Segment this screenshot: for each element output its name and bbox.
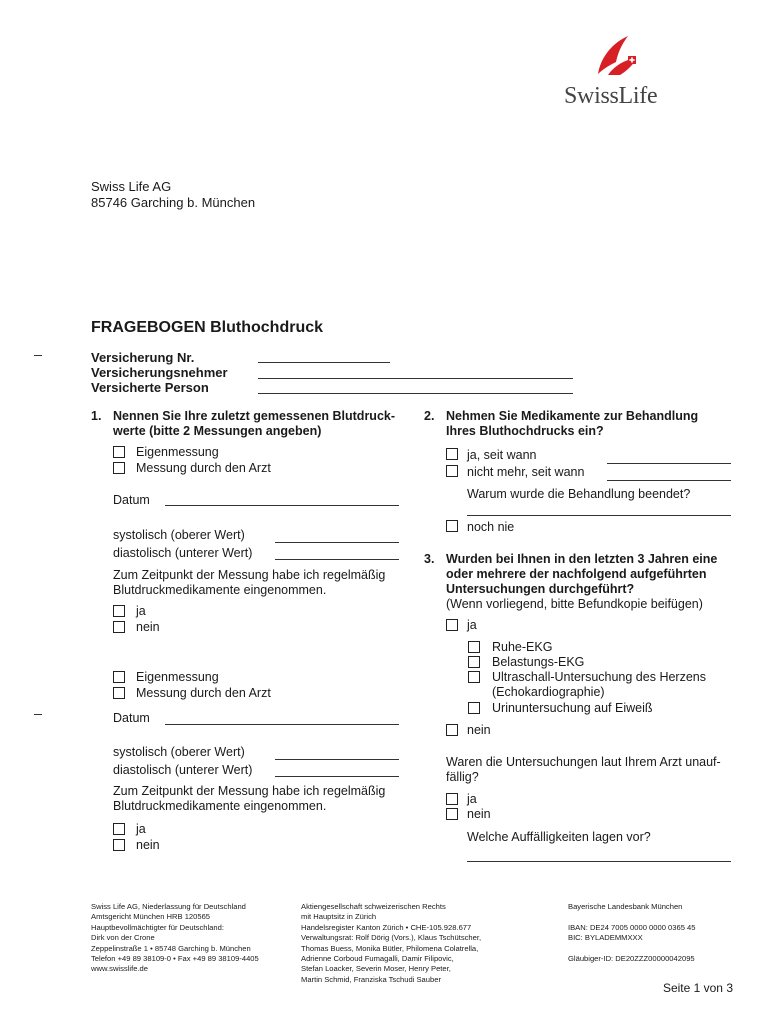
- policyholder-label: Versicherungsnehmer: [91, 365, 228, 380]
- q2-number: 2.: [424, 409, 435, 423]
- address-line-2: 85746 Garching b. München: [91, 195, 256, 210]
- m2-med-no-checkbox[interactable]: [113, 839, 125, 851]
- q2-never-label: noch nie: [467, 520, 515, 534]
- q3-fu-yes-checkbox[interactable]: [446, 793, 458, 805]
- q3-fu-no-checkbox[interactable]: [446, 808, 458, 820]
- footer-line: Swiss Life AG, Niederlassung für Deutschland: [91, 902, 246, 911]
- m1-doctor-checkbox[interactable]: [113, 462, 125, 474]
- q3-yes-label: ja: [467, 618, 477, 632]
- q3-text-line-2: oder mehrere der nachfolgend aufgeführten: [446, 567, 707, 581]
- m2-med-no-label: nein: [136, 838, 160, 852]
- exam-echo-checkbox[interactable]: [468, 671, 480, 683]
- q2-yes-since-field[interactable]: [607, 463, 731, 464]
- m2-date-field[interactable]: [165, 724, 399, 725]
- insured-person-label: Versicherte Person: [91, 380, 209, 395]
- footer-line: Amtsgericht München HRB 120565: [91, 912, 211, 922]
- footer-creditor-id: Gläubiger-ID: DE20ZZZ00000042095: [568, 954, 695, 963]
- q2-no-longer-label: nicht mehr, seit wann: [467, 465, 585, 479]
- exam-echo-label-cont: (Echokardiographie): [492, 685, 605, 699]
- footer-line: Aktiengesellschaft schweizerischen Rechts: [301, 902, 446, 911]
- m2-diastolic-field[interactable]: [275, 776, 399, 777]
- footer-bank-name: Bayerische Landesbank München: [568, 902, 683, 911]
- q3-text-line-1: Wurden bei Ihnen in den letzten 3 Jahren eine: [446, 552, 718, 566]
- exam-rest-ecg-checkbox[interactable]: [468, 641, 480, 653]
- q3-abnormal-field[interactable]: [467, 861, 731, 862]
- m2-med-question-line-2: Blutdruckmedikamente eingenommen.: [113, 799, 327, 813]
- footer-line: Handelsregister Kanton Zürich • CHE-105.928.677: [301, 922, 472, 932]
- q3-abnormal-label: Welche Auffälligkeiten lagen vor?: [467, 830, 651, 844]
- footer-line: Adrienne Corboud Fumagalli, Damir Filipovic,: [301, 954, 454, 964]
- m2-med-yes-checkbox[interactable]: [113, 823, 125, 835]
- q2-text-line-1: Nehmen Sie Medikamente zur Behandlung: [446, 409, 699, 423]
- m2-date-label: Datum: [113, 711, 150, 725]
- footer-spacer: [568, 912, 696, 922]
- exam-urine-checkbox[interactable]: [468, 702, 480, 714]
- m2-diastolic-label: diastolisch (unterer Wert): [113, 763, 253, 777]
- footer-line: mit Hauptsitz in Zürich: [301, 912, 377, 922]
- q3-fu-no-label: nein: [467, 807, 491, 821]
- q3-number: 3.: [424, 552, 435, 566]
- policy-number-field[interactable]: [258, 362, 390, 363]
- footer-line: Martin Schmid, Franziska Tschudi Sauber: [301, 974, 441, 984]
- m1-doctor-label: Messung durch den Arzt: [136, 461, 271, 475]
- address-line-1: Swiss Life AG: [91, 179, 172, 194]
- footer-line: Verwaltungsrat: Rolf Dörig (Vors.), Klaus Tschütscher,: [301, 933, 482, 943]
- page-number: Seite 1 von 3: [662, 981, 733, 995]
- m1-systolic-label: systolisch (oberer Wert): [113, 528, 245, 542]
- q3-fu-yes-label: ja: [467, 792, 477, 806]
- m1-date-field[interactable]: [165, 505, 399, 506]
- m1-med-no-label: nein: [136, 620, 160, 634]
- m2-med-question-line-1: Zum Zeitpunkt der Messung habe ich regelmäßig: [113, 784, 386, 798]
- exam-stress-ecg-label: Belastungs-EKG: [492, 655, 585, 669]
- footer-line: Zeppelinstraße 1 • 85748 Garching b. München: [91, 943, 251, 953]
- fold-mark: [34, 355, 42, 356]
- page-title: FRAGEBOGEN Bluthochdruck: [91, 319, 324, 336]
- footer-company-info: [91, 902, 259, 975]
- m1-self-label: Eigenmessung: [136, 445, 219, 459]
- m1-med-yes-checkbox[interactable]: [113, 605, 125, 617]
- q3-text-line-3: Untersuchungen durchgeführt?: [446, 582, 635, 596]
- m1-med-no-checkbox[interactable]: [113, 621, 125, 633]
- swisslife-logo: [560, 34, 680, 114]
- m1-diastolic-field[interactable]: [275, 559, 399, 560]
- brand-name: SwissLife: [564, 83, 658, 109]
- footer-spacer: [568, 944, 696, 954]
- q2-why-ended-field[interactable]: [467, 515, 731, 516]
- q2-no-longer-field[interactable]: [607, 480, 731, 481]
- footer-legal-info: [301, 902, 481, 985]
- q3-note: (Wenn vorliegend, bitte Befundkopie beifügen): [446, 597, 703, 611]
- q1-text-line-2: werte (bitte 2 Messungen angeben): [113, 424, 322, 438]
- footer-line: Dirk von der Crone: [91, 933, 155, 943]
- m1-med-question-line-1: Zum Zeitpunkt der Messung habe ich regelmäßig: [113, 568, 386, 582]
- exam-urine-label: Urinuntersuchung auf Eiweiß: [492, 701, 653, 715]
- insured-person-field[interactable]: [258, 393, 573, 394]
- exam-stress-ecg-checkbox[interactable]: [468, 656, 480, 668]
- footer-bank-info: [568, 902, 696, 964]
- m1-date-label: Datum: [113, 493, 150, 507]
- footer-line: Stefan Loacker, Severin Moser, Henry Peter,: [301, 964, 451, 974]
- q3-followup-line-2: fällig?: [446, 770, 479, 784]
- exam-echo-label: Ultraschall-Untersuchung des Herzens: [492, 670, 706, 684]
- m2-self-checkbox[interactable]: [113, 671, 125, 683]
- footer-line: Thomas Buess, Monika Bütler, Philomena Colatrella,: [301, 943, 479, 953]
- m2-doctor-label: Messung durch den Arzt: [136, 686, 271, 700]
- m1-med-question-line-2: Blutdruckmedikamente eingenommen.: [113, 583, 327, 597]
- m1-diastolic-label: diastolisch (unterer Wert): [113, 546, 253, 560]
- footer-bic: BIC: BYLADEMMXXX: [568, 933, 643, 943]
- q1-text-line-1: Nennen Sie Ihre zuletzt gemessenen Blutdruck-: [113, 409, 396, 423]
- m2-systolic-label: systolisch (oberer Wert): [113, 745, 245, 759]
- footer-line: Telefon +49 89 38109-0 • Fax +49 89 38109-4405: [91, 954, 259, 964]
- m2-med-yes-label: ja: [136, 822, 146, 836]
- footer-line: Hauptbevollmächtigter für Deutschland:: [91, 922, 224, 932]
- q2-why-ended-label: Warum wurde die Behandlung beendet?: [467, 487, 691, 501]
- m1-systolic-field[interactable]: [275, 542, 399, 543]
- swisslife-cross-swoosh-icon: [594, 34, 640, 76]
- q3-yes-checkbox[interactable]: [446, 619, 458, 631]
- q2-no-longer-checkbox[interactable]: [446, 465, 458, 477]
- q3-followup-line-1: Waren die Untersuchungen laut Ihrem Arzt unauf-: [446, 755, 721, 769]
- q1-number: 1.: [91, 409, 102, 423]
- exam-rest-ecg-label: Ruhe-EKG: [492, 640, 553, 654]
- m2-self-label: Eigenmessung: [136, 670, 219, 684]
- footer-website-link[interactable]: www.swisslife.de: [91, 964, 148, 974]
- m1-med-yes-label: ja: [136, 604, 146, 618]
- q2-yes-since-label: ja, seit wann: [467, 448, 537, 462]
- footer-iban: IBAN: DE24 7005 0000 0000 0365 45: [568, 922, 696, 932]
- policy-number-label: Versicherung Nr.: [91, 350, 195, 365]
- q2-yes-since-checkbox[interactable]: [446, 448, 458, 460]
- q2-text-line-2: Ihres Bluthochdrucks ein?: [446, 424, 604, 438]
- q3-no-label: nein: [467, 723, 491, 737]
- m2-systolic-field[interactable]: [275, 759, 399, 760]
- q2-never-checkbox[interactable]: [446, 520, 458, 532]
- fold-mark: [34, 714, 42, 715]
- q3-no-checkbox[interactable]: [446, 724, 458, 736]
- policyholder-field[interactable]: [258, 378, 573, 379]
- m1-self-checkbox[interactable]: [113, 446, 125, 458]
- m2-doctor-checkbox[interactable]: [113, 687, 125, 699]
